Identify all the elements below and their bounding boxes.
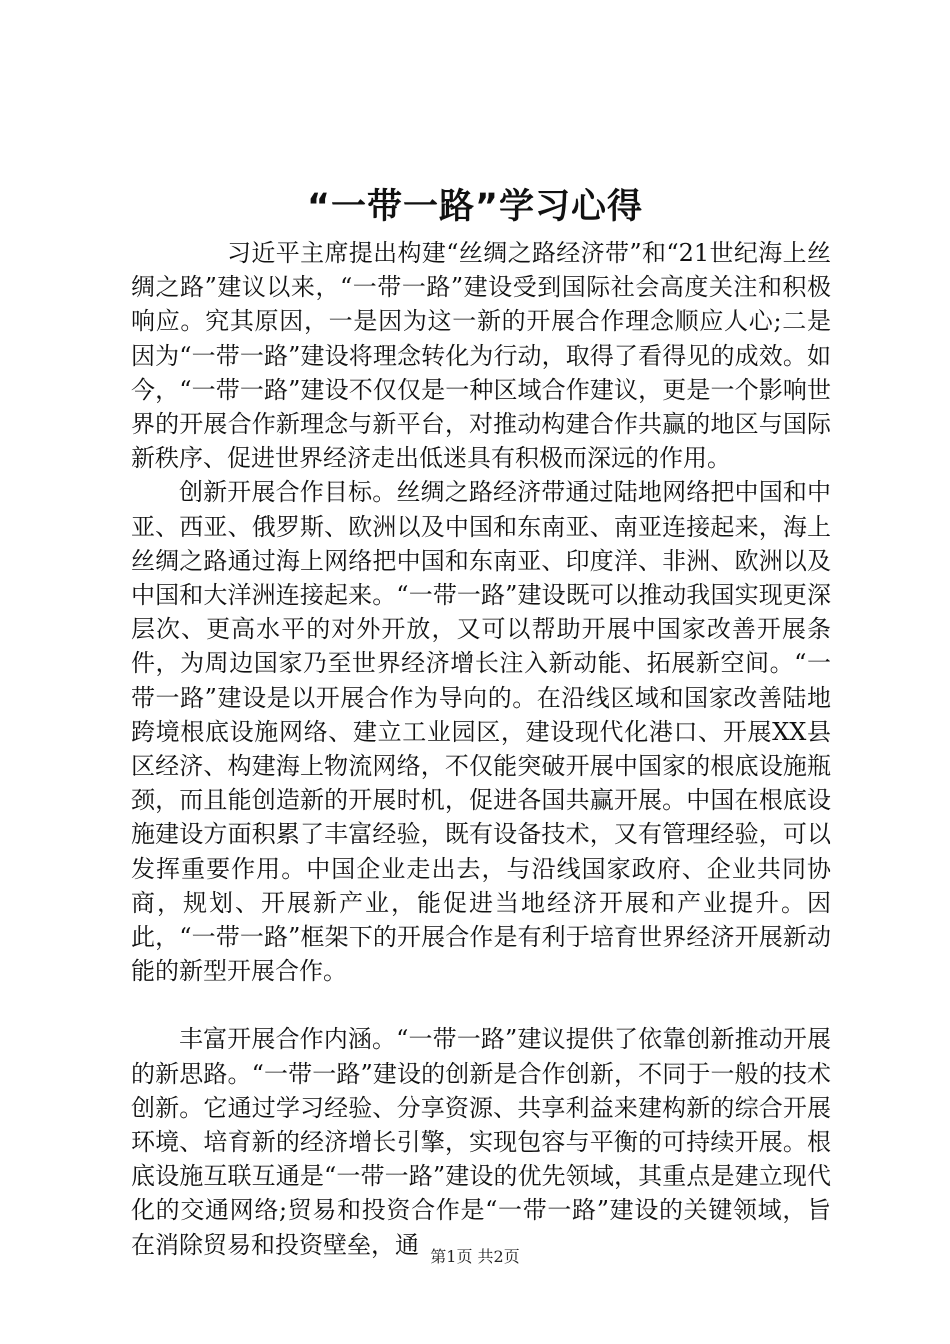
paragraph-cooperation-content: 丰富开展合作内涵。“一带一路”建议提供了依靠创新推动开展的新思路。“一带一路”建设的创新是合作创新，不同于一般的技术创新。它通过学习经验、分享资源、共享利益来建构新的综合开展环境、培育新的经济增长引擎，实现包容与平衡的可持续开展。根底设施互联互通是“一带一路”建设的优先领域，其重点是建立现代化的交通网络;贸易和投资合作是“一带一路”建设的关键领域，旨在消除贸易和投资壁垒，通 xyxy=(131,1025,831,1259)
paragraph-cooperation-goals: 创新开展合作目标。丝绸之路经济带通过陆地网络把中国和中亚、西亚、俄罗斯、欧洲以及中国和东南亚、南亚连接起来，海上丝绸之路通过海上网络把中国和东南亚、印度洋、非洲、欧洲以及中国和大洋洲连接起来。“一带一路”建设既可以推动我国实现更深层次、更高水平的对外开放，又可以帮助开展中国家改善开展条件，为周边国家乃至世界经济增长注入新动能、拓展新空间。“一带一路”建设是以开展合作为导向的。在沿线区域和国家改善陆地跨境根底设施网络、建立工业园区，建设现代化港口、开展XX县区经济、构建海上物流网络，不仅能突破开展中国家的根底设施瓶颈，而且能创造新的开展时机，促进各国共赢开展。中国在根底设施建设方面积累了丰富经验，既有设备技术，又有管理经验，可以发挥重要作用。中国企业走出去，与沿线国家政府、企业共同协商，规划、开展新产业，能促进当地经济开展和产业提升。因此，“一带一路”框架下的开展合作是有利于培育世界经济开展新动能的新型开展合作。 xyxy=(131,478,831,986)
paragraph-intro: 习近平主席提出构建“丝绸之路经济带”和“21世纪海上丝绸之路”建议以来，“一带一路”建设受到国际社会高度关注和积极响应。究其原因，一是因为这一新的开展合作理念顺应人心;二是因为“一带一路”建设将理念转化为行动，取得了看得见的成效。如今，“一带一路”建设不仅仅是一种区域合作建议，更是一个影响世界的开展合作新理念与新平台，对推动构建合作共赢的地区与国际新秩序、促进世界经济走出低迷具有积极而深远的作用。 xyxy=(131,239,831,473)
document-title: “一带一路”学习心得 xyxy=(306,187,643,227)
document-body xyxy=(131,236,831,1262)
page-footer: 第1页 共2页 xyxy=(430,1247,520,1266)
